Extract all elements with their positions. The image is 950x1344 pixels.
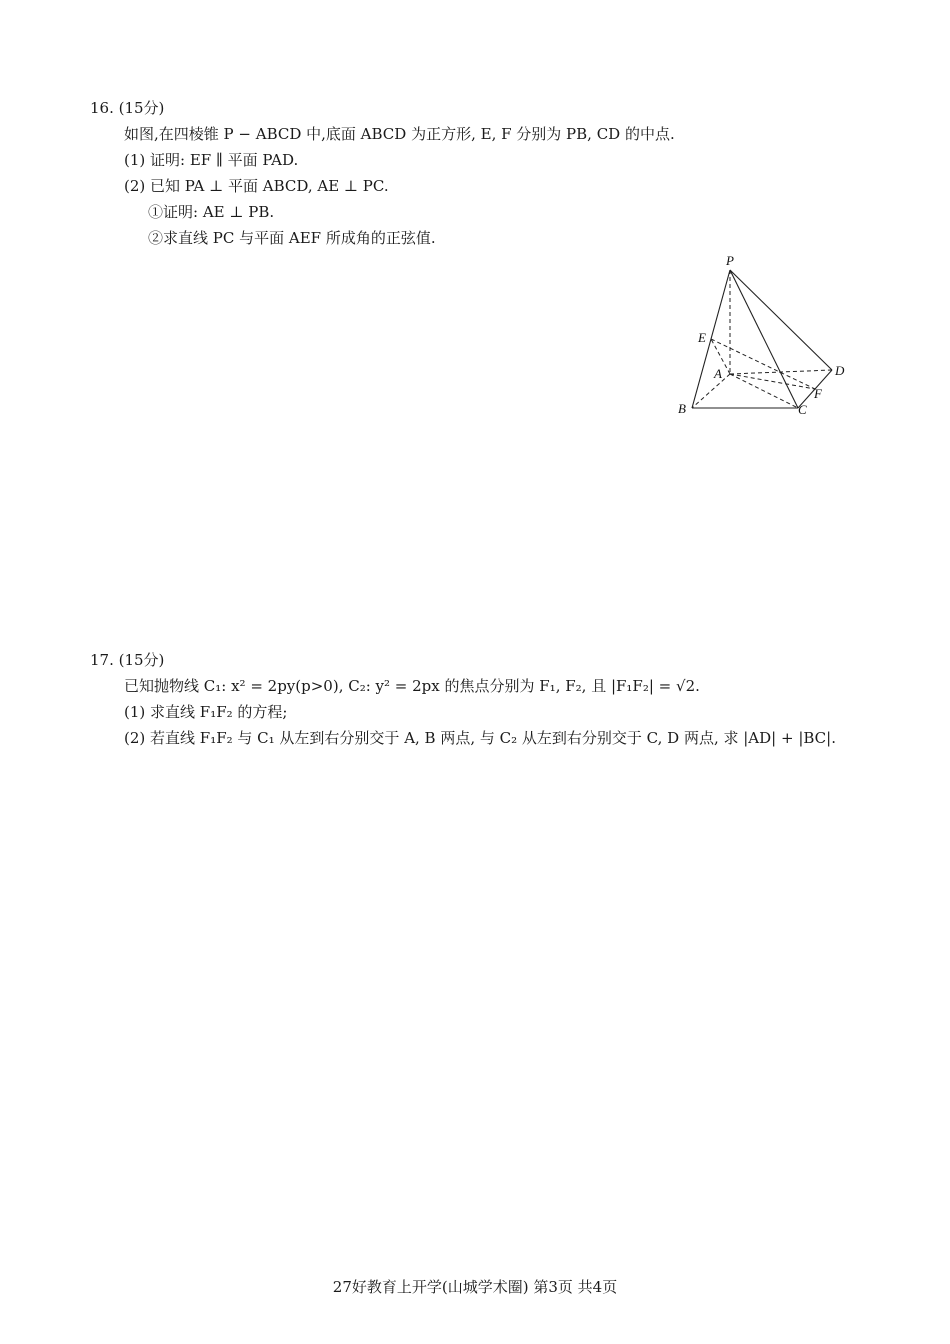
q17-stem: 已知抛物线 C₁: x² = 2py(p>0), C₂: y² = 2px 的焦点分别为 F₁, F₂, 且 |F₁F₂| = √2. [124, 677, 700, 695]
q16-header: 16. (15分) [90, 99, 165, 117]
q16-part2: (2) 已知 PA ⊥ 平面 ABCD, AE ⊥ PC. [124, 177, 389, 195]
label-A: A [714, 366, 722, 381]
label-C: C [798, 402, 807, 417]
q17-part2: (2) 若直线 F₁F₂ 与 C₁ 从左到右分别交于 A, B 两点, 与 C₂ 从左到右分别交于 C, D 两点, 求 |AD| + |BC|. [124, 729, 836, 747]
label-F: F [814, 386, 822, 401]
edge-AB [692, 374, 730, 408]
edge-AC [730, 374, 798, 408]
label-D: D [835, 363, 845, 378]
label-B: B [678, 401, 686, 416]
q16-part1: (1) 证明: EF ∥ 平面 PAD. [124, 151, 299, 169]
label-E: E [698, 330, 706, 345]
q17-header: 17. (15分) [90, 651, 165, 669]
q17-part1: (1) 求直线 F₁F₂ 的方程; [124, 703, 288, 721]
edge-AF [730, 374, 815, 389]
q16-part2-a: ①证明: AE ⊥ PB. [148, 203, 275, 221]
label-P: P [726, 253, 734, 268]
pyramid-figure [670, 250, 860, 420]
page-footer: 27好教育上开学(山城学术圈) 第3页 共4页 [332, 1278, 618, 1296]
edge-EF [711, 339, 815, 389]
q16-stem: 如图,在四棱锥 P − ABCD 中,底面 ABCD 为正方形, E, F 分别为 PB, CD 的中点. [124, 125, 675, 143]
q16-part2-b: ②求直线 PC 与平面 AEF 所成角的正弦值. [148, 229, 436, 247]
edge-PC [730, 270, 798, 408]
